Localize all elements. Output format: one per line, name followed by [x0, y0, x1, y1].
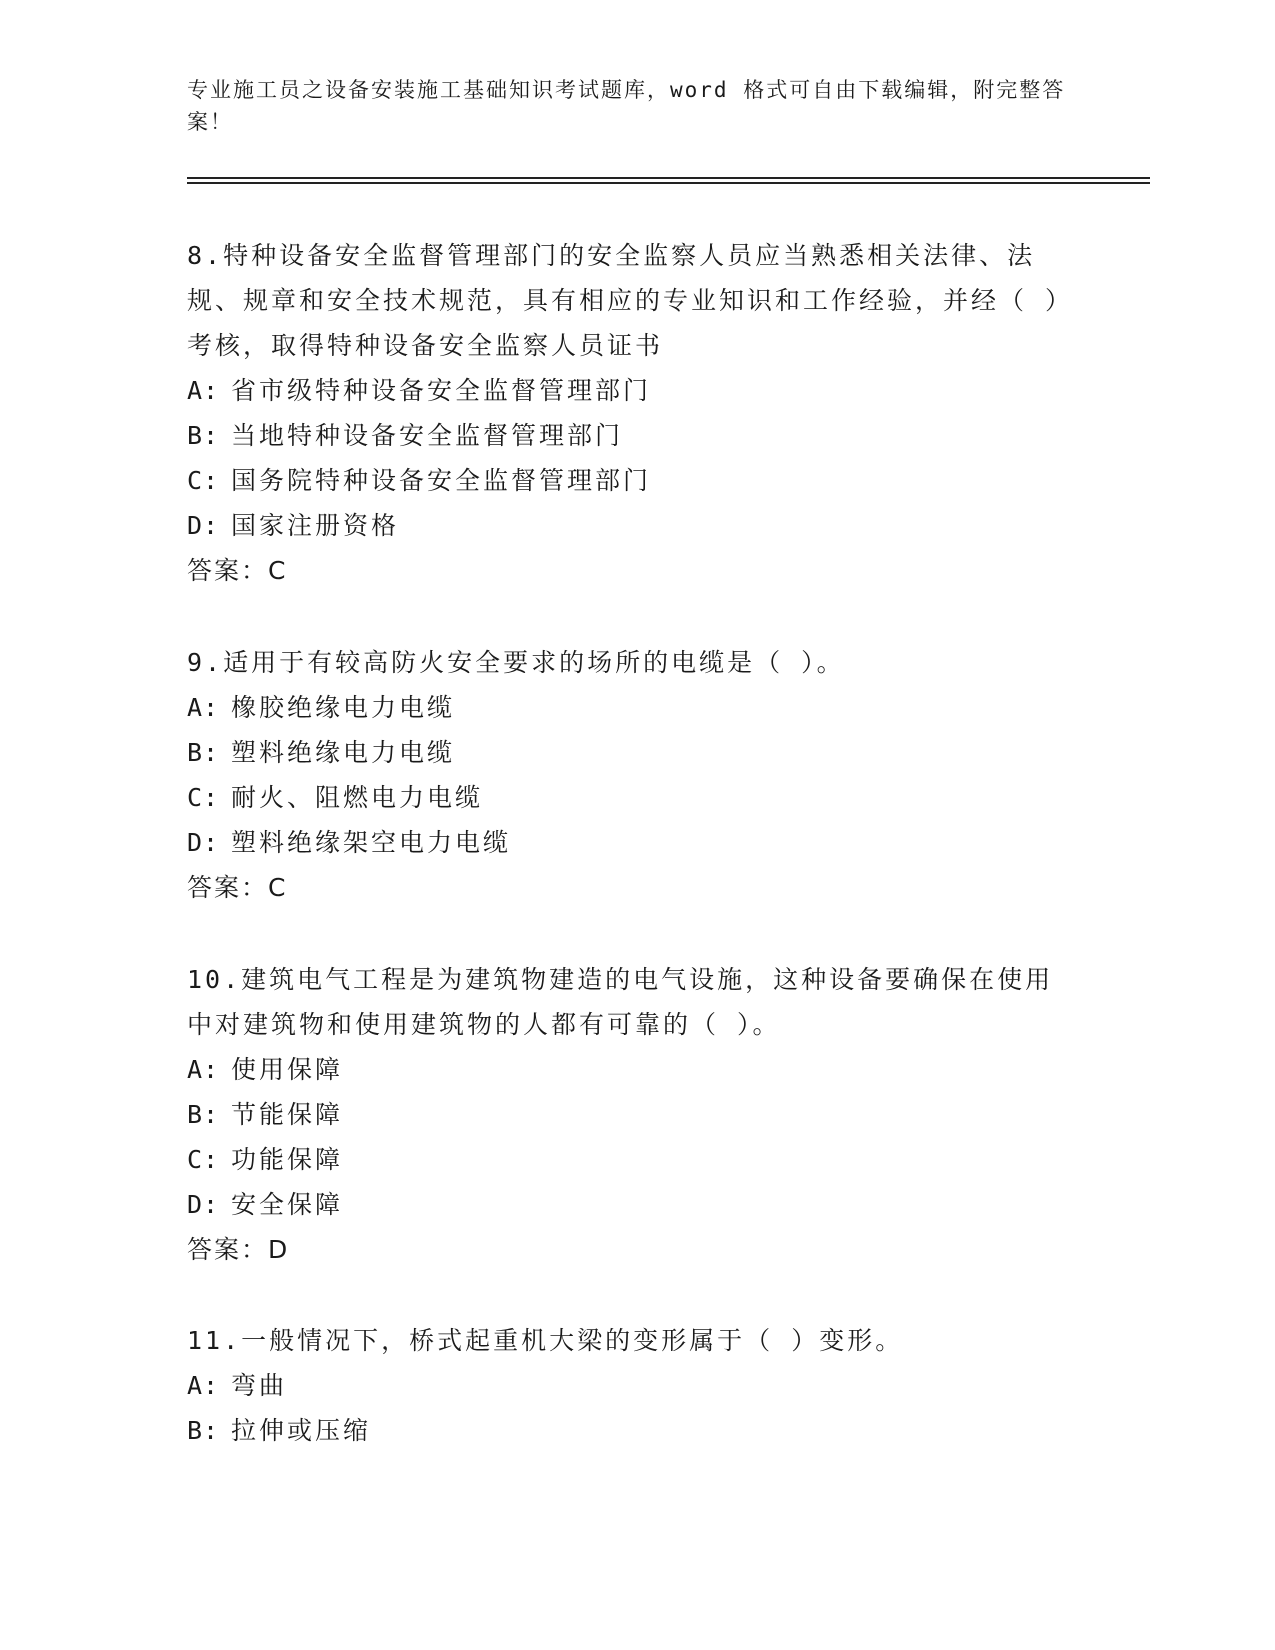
option-text: 弯曲: [231, 1371, 288, 1400]
option-text: 橡胶绝缘电力电缆: [231, 693, 456, 722]
option-key: C:: [187, 466, 220, 495]
option-text: 国家注册资格: [231, 511, 400, 540]
option-text: 省市级特种设备安全监督管理部门: [231, 376, 652, 405]
option-key: B:: [187, 421, 220, 450]
question-9: [187, 640, 1067, 910]
option-text: 国务院特种设备安全监督管理部门: [231, 466, 652, 495]
option-a: [187, 368, 1067, 413]
answer-line: 答案：D: [187, 1235, 290, 1264]
option-key: A:: [187, 1371, 220, 1400]
option-d: [187, 503, 1067, 548]
option-key: D:: [187, 1190, 220, 1219]
question-text: 8.特种设备安全监督管理部门的安全监察人员应当熟悉相关法律、法规、规章和安全技术规范，具有相应的专业知识和工作经验，并经（ ）考核，取得特种设备安全监察人员证书: [187, 241, 1061, 360]
option-text: 节能保障: [231, 1100, 344, 1129]
question-text: 9.适用于有较高防火安全要求的场所的电缆是（ ）。: [187, 648, 845, 677]
option-key: C:: [187, 783, 220, 812]
option-key: C:: [187, 1145, 220, 1174]
option-text: 耐火、阻燃电力电缆: [231, 783, 484, 812]
option-text: 功能保障: [231, 1145, 344, 1174]
answer-line: 答案：C: [187, 873, 288, 902]
option-key: A:: [187, 693, 220, 722]
option-key: A:: [187, 376, 220, 405]
option-b: [187, 730, 1067, 775]
option-key: D:: [187, 511, 220, 540]
option-text: 塑料绝缘电力电缆: [231, 738, 456, 767]
option-d: [187, 820, 1067, 865]
option-b: [187, 413, 1067, 458]
option-b: [187, 1092, 1067, 1137]
header-divider-top: [187, 177, 1150, 179]
option-key: B:: [187, 738, 220, 767]
option-c: [187, 1137, 1067, 1182]
option-d: [187, 1182, 1067, 1227]
option-text: 使用保障: [231, 1055, 344, 1084]
option-key: A:: [187, 1055, 220, 1084]
option-b: [187, 1408, 1067, 1453]
option-text: 拉伸或压缩: [231, 1416, 372, 1445]
option-key: D:: [187, 828, 220, 857]
document-header: 专业施工员之设备安装施工基础知识考试题库，word 格式可自由下载编辑，附完整答案！: [187, 78, 1066, 134]
option-key: B:: [187, 1416, 220, 1445]
option-text: 当地特种设备安全监督管理部门: [231, 421, 624, 450]
option-text: 塑料绝缘架空电力电缆: [231, 828, 512, 857]
option-a: [187, 1363, 1067, 1408]
option-key: B:: [187, 1100, 220, 1129]
question-text: 11.一般情况下，桥式起重机大梁的变形属于（ ）变形。: [187, 1326, 904, 1355]
header-divider-bottom: [187, 182, 1150, 184]
question-10: [187, 957, 1067, 1272]
option-c: [187, 775, 1067, 820]
question-8: [187, 233, 1067, 593]
option-a: [187, 685, 1067, 730]
question-text: 10.建筑电气工程是为建筑物建造的电气设施，这种设备要确保在使用中对建筑物和使用建筑物的人都有可靠的（ ）。: [187, 965, 1054, 1039]
answer-line: 答案：C: [187, 556, 288, 585]
option-a: [187, 1047, 1067, 1092]
option-c: [187, 458, 1067, 503]
question-11: [187, 1318, 1067, 1453]
option-text: 安全保障: [231, 1190, 344, 1219]
